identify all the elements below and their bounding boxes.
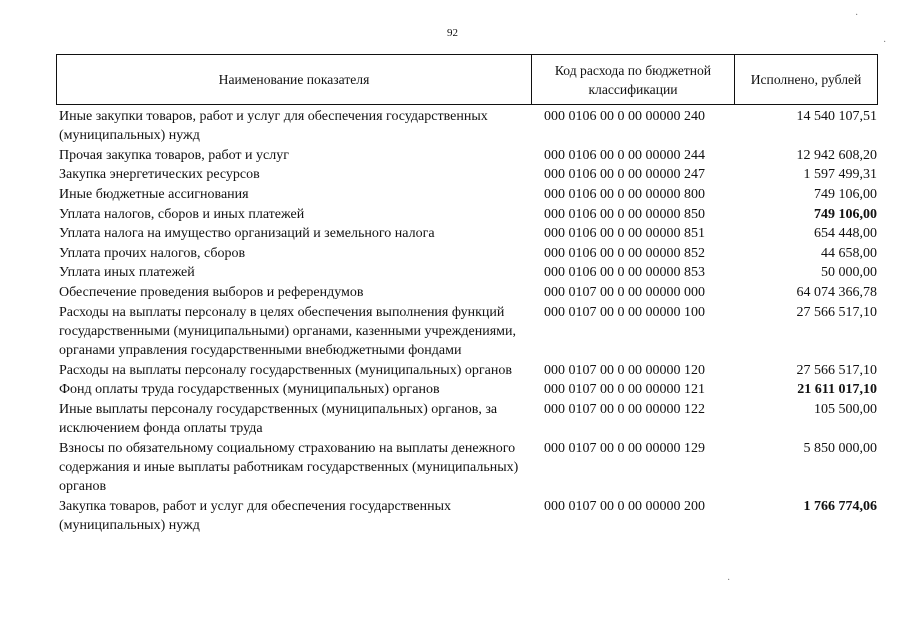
row-amount: 12 942 608,20: [796, 147, 877, 163]
table-row: [59, 400, 877, 438]
row-code: 000 0106 00 0 00 00000 850: [544, 206, 705, 222]
row-amount: 105 500,00: [814, 401, 877, 417]
row-amount: 44 658,00: [821, 245, 877, 261]
page-number: 92: [447, 27, 458, 39]
row-name: Взносы по обязательному социальному страхованию на выплаты денежного содержания и иные выплаты работникам государственных (муниципальных) органов: [59, 440, 519, 494]
table-row: [59, 205, 877, 224]
row-code: 000 0106 00 0 00 00000 852: [544, 245, 705, 261]
row-name: Расходы на выплаты персоналу государственных (муниципальных) органов: [59, 362, 512, 378]
row-amount: 749 106,00: [814, 186, 877, 202]
row-name: Уплата прочих налогов, сборов: [59, 245, 246, 261]
row-code: 000 0107 00 0 00 00000 200: [544, 498, 705, 514]
scan-mark: ·: [855, 10, 859, 21]
row-name: Закупка товаров, работ и услуг для обеспечения государственных (муниципальных) нужд: [59, 498, 452, 533]
row-amount: 50 000,00: [821, 265, 877, 281]
row-name: Иные выплаты персоналу государственных (муниципальных) органов, за исключением фонда оплаты труда: [59, 401, 498, 436]
table-row: [59, 146, 877, 165]
row-code: 000 0107 00 0 00 00000 122: [544, 401, 705, 417]
row-code: 000 0106 00 0 00 00000 851: [544, 226, 705, 242]
table-row: [59, 361, 877, 380]
row-name: Уплата налога на имущество организаций и земельного налога: [59, 226, 435, 242]
row-name: Уплата налогов, сборов и иных платежей: [59, 206, 305, 222]
table-row: [59, 380, 877, 399]
row-code: 000 0107 00 0 00 00000 129: [544, 440, 705, 456]
table-row: [59, 497, 877, 535]
row-name: Иные закупки товаров, работ и услуг для обеспечения государственных (муниципальных) нужд: [59, 109, 488, 144]
column-header-name-label: Наименование показателя: [218, 72, 370, 87]
column-header-name: [57, 55, 532, 104]
table-row: [59, 263, 877, 282]
table-header: [56, 54, 878, 105]
row-amount: 1 597 499,31: [803, 167, 877, 183]
row-name: Фонд оплаты труда государственных (муниципальных) органов: [59, 382, 440, 398]
row-code: 000 0107 00 0 00 00000 121: [544, 382, 705, 398]
row-name: Уплата иных платежей: [59, 265, 195, 281]
row-code: 000 0106 00 0 00 00000 853: [544, 265, 705, 281]
table-row: [59, 283, 877, 302]
row-name: Иные бюджетные ассигнования: [59, 186, 249, 202]
row-name: Расходы на выплаты персоналу в целях обеспечения выполнения функций государственными (муниципальными) органами, казенными учреждениями, органами управления государственными внебюджетными фондами: [59, 304, 516, 358]
row-code: 000 0106 00 0 00 00000 800: [544, 186, 705, 202]
table-row: [59, 185, 877, 204]
scan-mark: ·: [883, 37, 887, 48]
row-amount: 27 566 517,10: [796, 362, 877, 378]
column-header-amount-label: Исполнено, рублей: [750, 72, 862, 87]
table-row: [59, 224, 877, 243]
row-amount: 21 611 017,10: [797, 382, 877, 398]
scan-mark: ·: [727, 575, 731, 586]
row-name: Закупка энергетических ресурсов: [59, 167, 260, 183]
table-row: [59, 165, 877, 184]
table-body: [59, 107, 877, 535]
row-code: 000 0106 00 0 00 00000 247: [544, 167, 705, 183]
table-row: [59, 303, 877, 361]
row-amount: 27 566 517,10: [796, 304, 877, 320]
row-amount: 1 766 774,06: [803, 498, 877, 514]
row-amount: 14 540 107,51: [796, 109, 877, 124]
row-code: 000 0107 00 0 00 00000 120: [544, 362, 705, 378]
row-code: 000 0106 00 0 00 00000 244: [544, 147, 705, 163]
row-amount: 5 850 000,00: [803, 440, 877, 456]
row-code: 000 0107 00 0 00 00000 100: [544, 304, 705, 320]
row-amount: 654 448,00: [814, 226, 877, 242]
table-row: [59, 107, 877, 145]
row-code: 000 0106 00 0 00 00000 240: [544, 109, 705, 124]
column-header-amount: [735, 55, 877, 104]
column-header-code: [532, 55, 735, 104]
row-amount: 64 074 366,78: [796, 284, 877, 300]
row-amount: 749 106,00: [814, 206, 877, 222]
column-header-code-label: Код расхода по бюджетной классификации: [554, 62, 712, 97]
table-row: [59, 439, 877, 497]
row-name: Прочая закупка товаров, работ и услуг: [59, 147, 289, 163]
row-name: Обеспечение проведения выборов и референдумов: [59, 284, 364, 300]
row-code: 000 0107 00 0 00 00000 000: [544, 284, 705, 300]
table-row: [59, 244, 877, 263]
